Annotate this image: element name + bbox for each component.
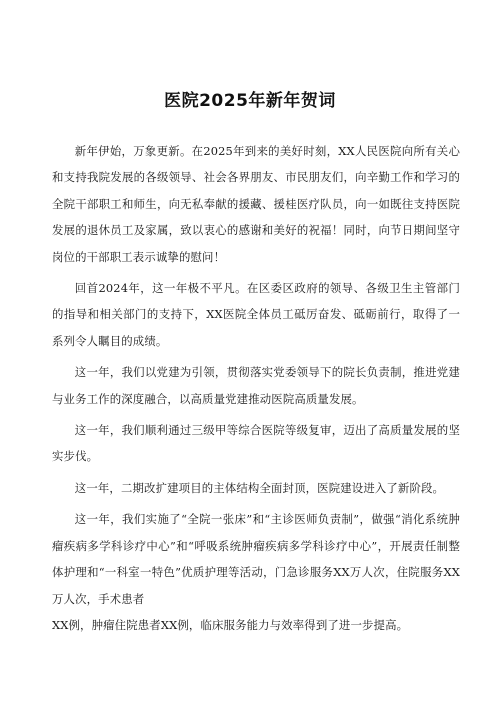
paragraph-services-continued: XX例，肿瘤住院患者XX例，临床服务能力与效率得到了进一步提高。 [52, 617, 409, 632]
paragraph-services: 这一年，我们实施了“全院一张床”和“主诊医师负责制”，做强“消化系统肿瘤疾病多学科诊疗中心”和“呼吸系统肿瘤疾病多学科诊疗中心”，开展责任制整体护理和“一科室一特色”优质护理等活动，门急诊服务XX万人次，住院服务XX万人次，手术患者 [52, 512, 460, 606]
paragraph-construction: 这一年，二期改扩建项目的主体结构全面封顶，医院建设进入了新阶段。 [74, 480, 445, 495]
paragraph-review-2024: 回首2024年，这一年极不平凡。在区委区政府的领导、各级卫生主管部门的指导和相关部门的支持下，XX医院全体员工砥厉奋发、砥砺前行，取得了一系列令人瞩目的成绩。 [52, 281, 460, 348]
paragraph-grade-review: 这一年，我们顺利通过三级甲等综合医院等级复审，迈出了高质量发展的坚实步伐。 [52, 423, 460, 464]
document-body [52, 138, 460, 643]
document-title: 医院2025年新年贺词 [164, 91, 336, 111]
paragraph-party-building: 这一年，我们以党建为引领，贯彻落实党委领导下的院长负责制，推进党建与业务工作的深度融合，以高质量党建推动医院高质量发展。 [52, 365, 460, 406]
paragraph-greeting: 新年伊始，万象更新。在2025年到来的美好时刻，XX人民医院向所有关心和支持我院发展的各级领导、社会各界朋友、市民朋友们，向辛勤工作和学习的全院干部职工和师生，向无私奉献的援藏、援桂医疗队员，向一如既往支持医院发展的退休员工及家属，致以衷心的感谢和美好的祝福！同时，向节日期间坚守岗位的干部职工表示诚挚的慰问！ [52, 144, 460, 264]
